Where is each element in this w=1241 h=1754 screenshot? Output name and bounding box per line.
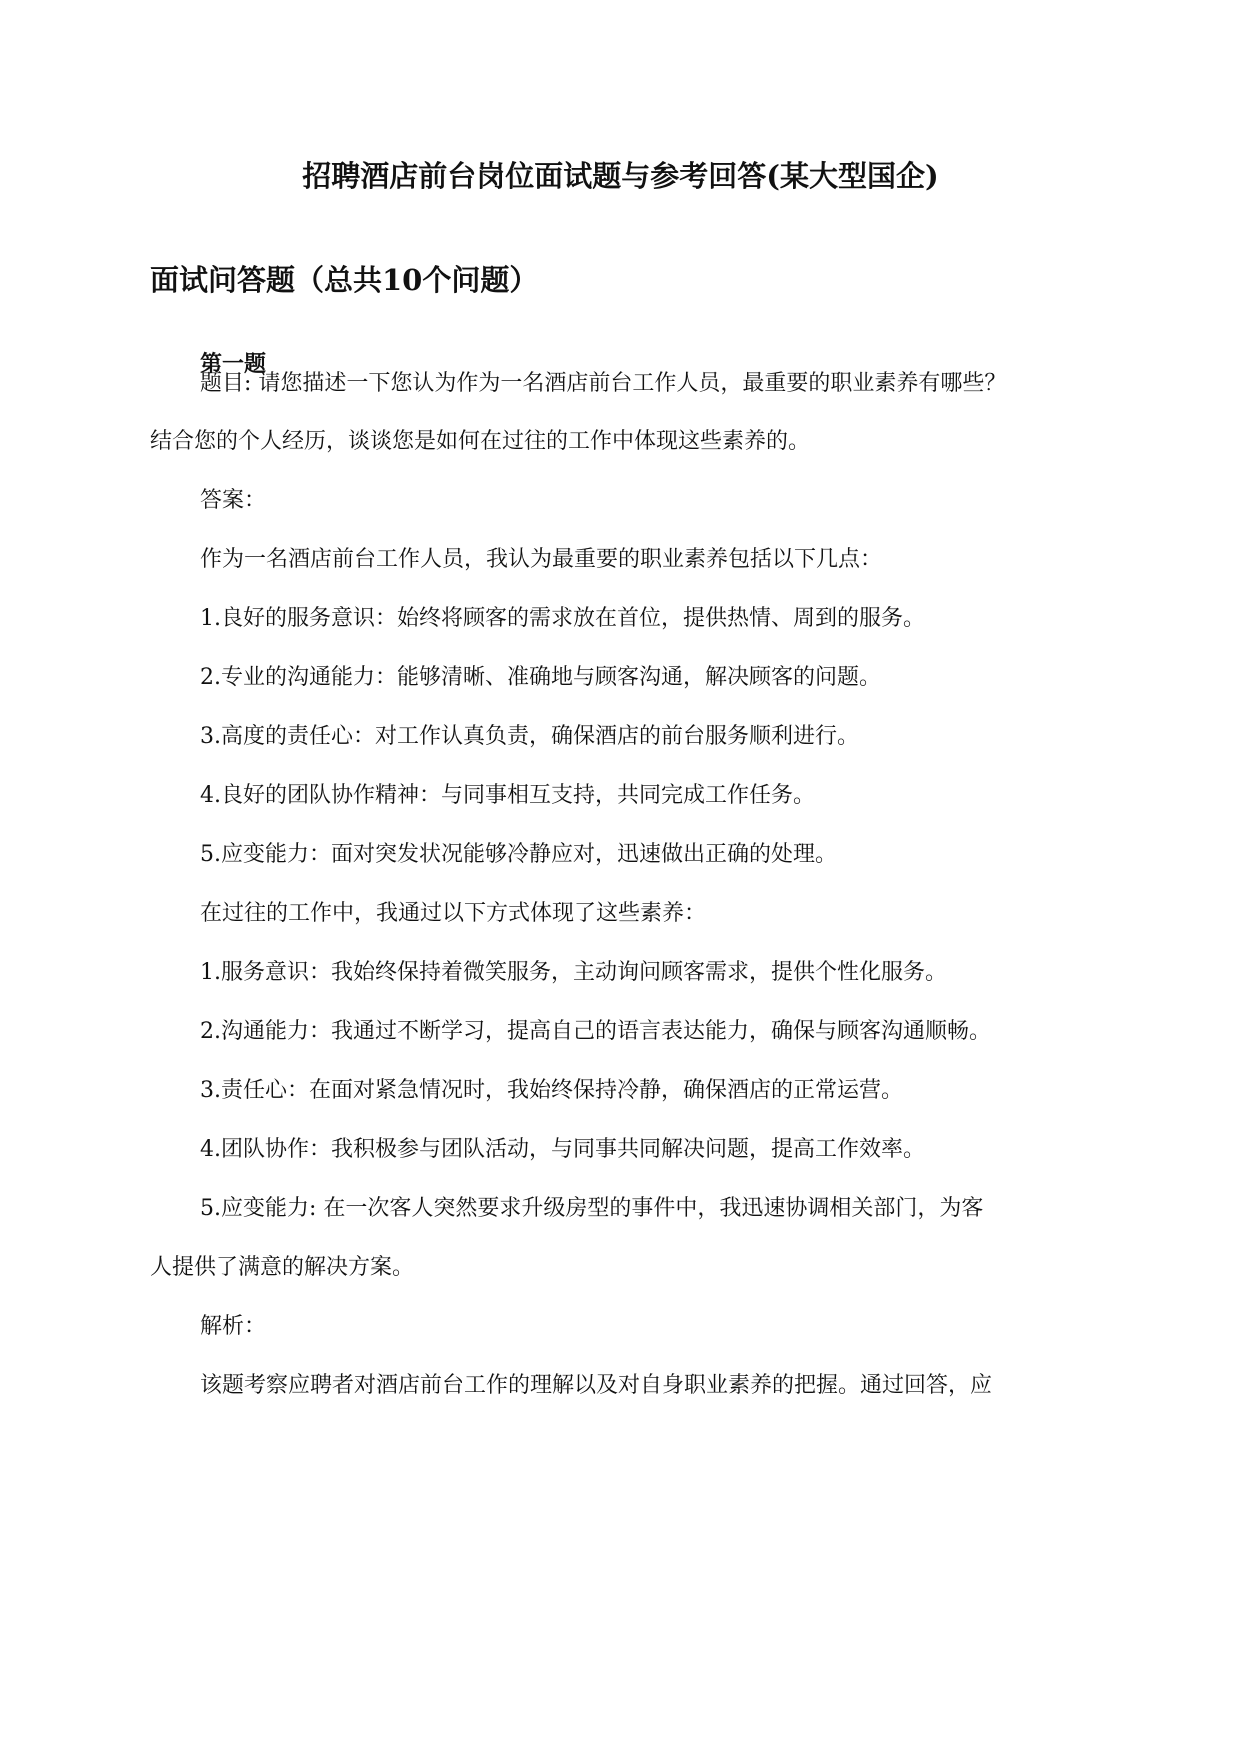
experience-item-continued: 人提供了满意的解决方案。 — [150, 1255, 415, 1280]
quality-item: 4.良好的团队协作精神：与同事相互支持，共同完成工作任务。 — [200, 783, 815, 808]
question-heading: 第一题 — [200, 351, 267, 377]
experience-item: 4.团队协作：我积极参与团队活动，与同事共同解决问题，提高工作效率。 — [200, 1137, 925, 1162]
experience-item: 3.责任心：在面对紧急情况时，我始终保持冷静，确保酒店的正常运营。 — [200, 1078, 903, 1103]
question-text-line-2: 结合您的个人经历，谈谈您是如何在过往的工作中体现这些素养的。 — [150, 429, 811, 454]
quality-item: 5.应变能力：面对突发状况能够冷静应对，迅速做出正确的处理。 — [200, 842, 837, 867]
quality-item: 3.高度的责任心：对工作认真负责，确保酒店的前台服务顺利进行。 — [200, 724, 859, 749]
experience-intro: 在过往的工作中，我通过以下方式体现了这些素养： — [200, 901, 707, 926]
section-heading: 面试问答题（总共10个问题） — [150, 263, 539, 297]
quality-item: 2.专业的沟通能力：能够清晰、准确地与顾客沟通，解决顾客的问题。 — [200, 665, 881, 690]
answer-label: 答案： — [200, 488, 267, 513]
question-text-line-1: 题目: 请您描述一下您认为作为一名酒店前台工作人员，最重要的职业素养有哪些？ — [200, 371, 1007, 396]
experience-item: 1.服务意识：我始终保持着微笑服务，主动询问顾客需求，提供个性化服务。 — [200, 960, 947, 985]
experience-item: 5.应变能力: 在一次客人突然要求升级房型的事件中，我迅速协调相关部门，为客 — [200, 1196, 984, 1221]
analysis-text-line-1: 该题考察应聘者对酒店前台工作的理解以及对自身职业素养的把握。通过回答，应 — [200, 1373, 993, 1398]
experience-item: 2.沟通能力：我通过不断学习，提高自己的语言表达能力，确保与顾客沟通顺畅。 — [200, 1019, 991, 1044]
answer-intro: 作为一名酒店前台工作人员，我认为最重要的职业素养包括以下几点： — [200, 547, 883, 572]
document-title: 招聘酒店前台岗位面试题与参考回答(某大型国企) — [302, 159, 939, 193]
analysis-label: 解析： — [200, 1314, 267, 1339]
quality-item: 1.良好的服务意识：始终将顾客的需求放在首位，提供热情、周到的服务。 — [200, 606, 925, 631]
